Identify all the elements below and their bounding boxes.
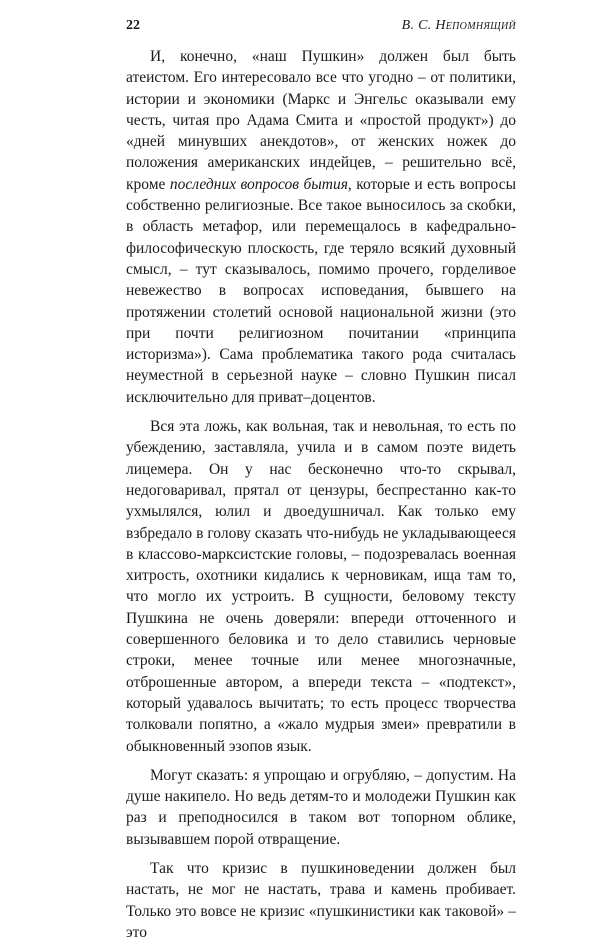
paragraph-3: Могут сказать: я упрощаю и огрубляю, – допустим. На душе накипело. Но ведь детям-то и молодежи Пушкин как раз и преподносился в таком вот топорном облике, вызывавшем порой отвращение.: [126, 766, 516, 848]
paragraph-1-before: И, конечно, «наш Пушкин» должен был быть атеистом. Его интересовало все что угодно – от политики, истории и экономики (Маркс и Энгельс оказывали ему честь, читая про Адама Смита и «простой продукт») до «дней минувших анекдотов», от женских ножек до положения американских индейцев, – решительно всё, кроме: [126, 48, 516, 193]
running-head-author: [402, 18, 516, 34]
paragraph-4: Так что кризис в пушкиноведении должен был настать, не мог не настать, трава и камень пробивает. Только это вовсе не кризис «пушкинистики как таковой» – это: [126, 859, 516, 941]
paragraph-2: Вся эта ложь, как вольная, так и невольная, то есть по убеждению, заставляла, учила и в самом поэте видеть лицемера. Он у нас бесконечно что-то скрывал, недоговаривал, прятал от цензуры, беспрестанно как-то ухмылялся, юлил и двоедушничал. Как только ему взбредало в голову сказать что-нибудь не укладывающееся в классово-марксистские головы, – подозревалась военная хитрость, охотники кидались к черновикам, ища там то, что могло их устроить. В сущности, беловому тексту Пушкина не очень доверяли: впереди отточенного и совершенного беловика и то дело ставились черновые строки, менее точные или менее многозначные, отброшенные автором, а впереди текста – «подтекст», который удавалось вычитать; то есть процесс творчества толковали попятно, а «жало мудрыя змеи» превратили в обыкновенный эзопов язык.: [126, 418, 516, 755]
running-header: [126, 18, 516, 38]
body-text: [126, 46, 516, 943]
paragraph-1-emphasis: последних вопросов бытия,: [169, 175, 352, 193]
author-surname: Непомнящий: [435, 18, 516, 33]
paragraph-1-after: которые и есть вопросы собственно религиозные. Все такое выносилось за скобки, в область метафор, или перемещалось в кафедрально-философическую плоскость, где теряло всякий духовный смысл, – тут сказывалось, помимо прочего, горделивое невежество в вопросах исповедания, бывшего на протяжении столетий основой национальной жизни (это при почти религиозном почитании «принципа историзма»). Сама проблематика такого рода считалась неуместной в серьезной науке – словно Пушкин писал исключительно для приват–доцентов.: [126, 175, 516, 406]
page-number: 22: [126, 18, 140, 33]
author-initials: В. С.: [401, 18, 432, 33]
paragraph-1: [126, 46, 516, 408]
